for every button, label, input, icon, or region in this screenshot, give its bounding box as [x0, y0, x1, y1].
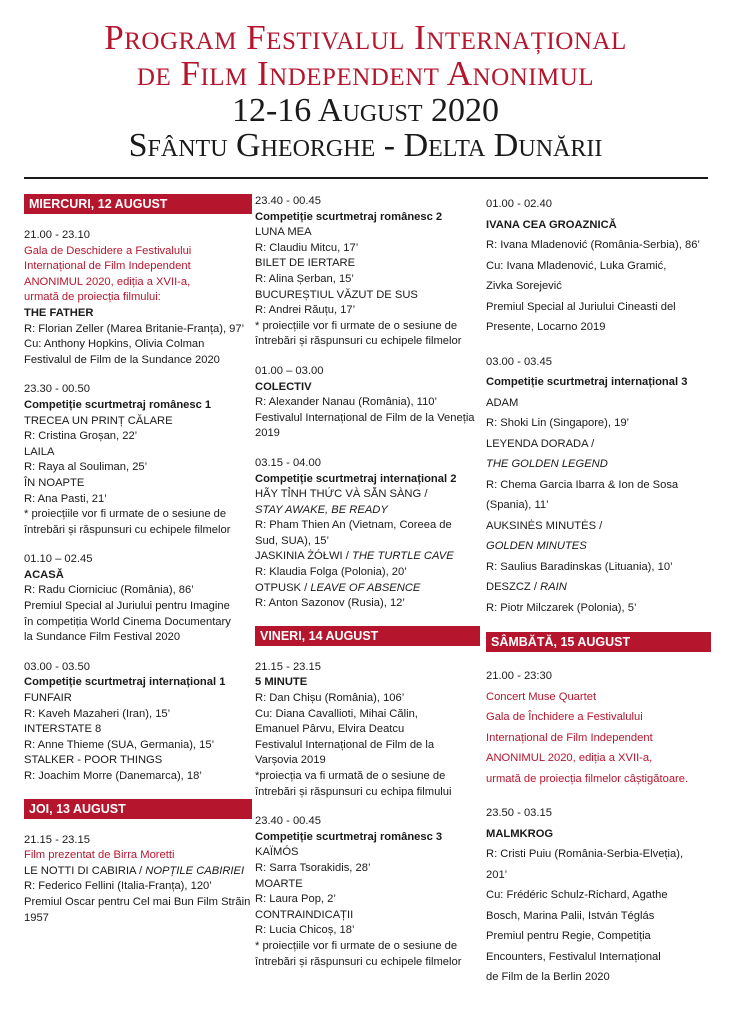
- event-text: Premiul pentru Regie, Competiția: [486, 930, 651, 942]
- event-text: R: Alexander Nanau (România), 110’: [255, 396, 437, 409]
- event-text: R: Pham Thien An (Vietnam, Coreea de: [255, 519, 452, 532]
- event-line: [24, 523, 252, 539]
- event-text: * proiecțiile vor fi urmate de o sesiune de: [255, 319, 458, 332]
- event-line: [255, 426, 480, 442]
- event-text: R: Radu Ciorniciuc (România), 86’: [24, 584, 194, 597]
- screening-event: [486, 194, 711, 338]
- event-line: [486, 413, 711, 434]
- event-line: [255, 707, 480, 723]
- screening-event: [255, 194, 480, 350]
- event-text: ÎN NOAPTE: [24, 476, 85, 489]
- event-line: [24, 507, 252, 523]
- event-text: LUNA MEA: [255, 226, 312, 239]
- event-text: AUKSINĖS MINUTĖS /: [486, 519, 603, 532]
- event-time: 21.00 - 23.10: [24, 229, 90, 241]
- event-line: [255, 518, 480, 534]
- event-line: [486, 707, 711, 728]
- event-line: [255, 581, 480, 597]
- day-header: VINERI, 14 AUGUST: [255, 626, 480, 646]
- event-text: R: Florian Zeller (Marea Britanie-Franța), 97’: [24, 322, 245, 335]
- event-text: INTERSTATE 8: [24, 723, 102, 736]
- event-text: R: Klaudia Folga (Polonia), 20’: [255, 566, 407, 579]
- event-line: [24, 322, 252, 338]
- event-line: [255, 472, 480, 488]
- event-text: Competiție scurtmetraj românesc 3: [255, 830, 443, 843]
- event-line: [255, 319, 480, 335]
- event-text: Festivalul Internațional de Film de la Veneția: [255, 411, 475, 424]
- screening-event: [24, 660, 252, 785]
- event-line: [486, 536, 711, 557]
- event-line: [24, 259, 252, 275]
- event-text: Premiul Special al Juriului pentru Imagine: [24, 600, 230, 613]
- event-line: [486, 885, 711, 906]
- event-text: R: Claudiu Mitcu, 17’: [255, 241, 359, 254]
- event-text: Internațional de Film Independent: [24, 260, 191, 273]
- event-time: 03.15 - 04.00: [255, 456, 321, 469]
- event-line: [24, 429, 252, 445]
- screening-event: [24, 228, 252, 368]
- event-line: [255, 722, 480, 738]
- event-line: [486, 947, 711, 968]
- event-text: urmată de proiecția filmului:: [24, 291, 161, 304]
- schedule-column-1: [24, 194, 252, 940]
- festival-name: de Film Independent Anonimul: [136, 54, 595, 93]
- event-line: [486, 495, 711, 516]
- event-text: R: Ana Pasti, 21’: [24, 492, 107, 505]
- event-text: R: Andrei Răuțu, 17’: [255, 304, 356, 317]
- event-line: [486, 844, 711, 865]
- event-line: [24, 290, 252, 306]
- event-line: [24, 675, 252, 691]
- event-text: R: Shoki Lin (Singapore), 19’: [486, 417, 630, 429]
- event-text: ANONIMUL 2020, ediția a XVII-a,: [24, 275, 191, 288]
- event-line: [486, 769, 711, 790]
- event-line: [255, 503, 480, 519]
- event-text: 1957: [24, 911, 49, 924]
- event-line: [24, 630, 252, 646]
- event-time: 03.00 - 03.45: [486, 355, 552, 368]
- event-text: Cu: Frédéric Schulz-Richard, Agathe: [486, 889, 668, 901]
- event-line: [255, 288, 480, 304]
- event-line: [486, 393, 711, 414]
- event-line: [24, 476, 252, 492]
- event-text: Festivalul de Film de la Sundance 2020: [24, 353, 220, 366]
- event-line: [486, 317, 711, 338]
- event-text: Encounters, Festivalul Internațional: [486, 950, 661, 963]
- event-time: 21.00 - 23:30: [486, 670, 552, 682]
- event-text: R: Lucia Chicoș, 18’: [255, 924, 355, 937]
- event-line: [24, 583, 252, 599]
- event-time: 21.15 - 23.15: [24, 833, 90, 846]
- event-text: TRECEA UN PRINȚ CĂLARE: [24, 414, 173, 427]
- event-line: [255, 395, 480, 411]
- event-line: [24, 445, 252, 461]
- event-line: [486, 865, 711, 886]
- event-line: [255, 256, 480, 272]
- event-text: R: Laura Pop, 2’: [255, 893, 336, 906]
- event-text: * proiecțiile vor fi urmate de o sesiune de: [24, 508, 227, 521]
- event-text: BILET DE IERTARE: [255, 257, 356, 270]
- event-line: [255, 210, 480, 226]
- event-text: R: Ivana Mladenović (România-Serbia), 86’: [486, 239, 700, 251]
- event-text: GOLDEN MINUTES: [486, 540, 587, 552]
- event-line: [24, 460, 252, 476]
- event-text: Premiul Special al Juriului Cineasti del: [486, 300, 676, 313]
- event-line: [24, 691, 252, 707]
- event-text: Internațional de Film Independent: [486, 731, 653, 744]
- event-text: CONTRAINDICAȚII: [255, 908, 354, 921]
- event-line: [255, 939, 480, 955]
- event-text: STALKER - POOR THINGS: [24, 754, 163, 767]
- screening-event: [255, 660, 480, 800]
- event-line: [24, 769, 252, 785]
- event-text: R: Joachim Morre (Danemarca), 18’: [24, 770, 202, 782]
- event-text: R: Saulius Baradinskas (Lituania), 10’: [486, 560, 673, 573]
- event-line: [255, 272, 480, 288]
- event-line: [486, 967, 711, 988]
- event-line: [255, 955, 480, 971]
- event-line: [24, 895, 252, 911]
- event-line: [255, 596, 480, 612]
- event-text: R: Anton Sazonov (Rusia), 12’: [255, 597, 405, 610]
- event-line: [24, 306, 252, 322]
- day-header: SÂMBĂTĂ, 15 AUGUST: [486, 632, 711, 652]
- event-line: [486, 906, 711, 927]
- festival-dates: 12-16 August 2020: [231, 92, 499, 129]
- event-line: [24, 275, 252, 291]
- event-line: [255, 241, 480, 257]
- event-text: MOARTE: [255, 877, 303, 890]
- event-line: [255, 411, 480, 427]
- event-text: întrebări și răspunsuri cu echipele filmelor: [255, 335, 462, 348]
- event-line: [24, 337, 252, 353]
- event-text: Premiul Oscar pentru Cel mai Bun Film Străin: [24, 895, 251, 908]
- event-text: DESZCZ /: [486, 581, 541, 593]
- event-line: [486, 454, 711, 475]
- screening-event: [486, 666, 711, 789]
- event-text: Bosch, Marina Palii, István Téglás: [486, 909, 655, 922]
- event-line: [255, 380, 480, 396]
- event-text: R: Chema Garcia Ibarra & Ion de Sosa: [486, 478, 679, 491]
- event-line: [486, 475, 711, 496]
- event-line: [486, 297, 711, 318]
- event-text: Competiție scurtmetraj internațional 3: [486, 376, 688, 388]
- screening-event: [24, 382, 252, 538]
- event-text: în competiția World Cinema Documentary: [24, 615, 231, 628]
- event-text: Festivalul Internațional de Film de la: [255, 738, 435, 751]
- event-text: KAÏMÓS: [255, 846, 299, 859]
- event-line: [255, 303, 480, 319]
- event-line: [24, 722, 252, 738]
- event-line: [24, 599, 252, 615]
- event-text: 5 MINUTE: [255, 676, 308, 689]
- event-text: Competiție scurtmetraj internațional 2: [255, 472, 457, 485]
- event-line: [24, 753, 252, 769]
- event-text: FUNFAIR: [24, 692, 72, 705]
- event-line: [24, 848, 252, 864]
- event-line: [486, 687, 711, 708]
- event-text: Gala de Deschidere a Festivalului: [24, 244, 192, 257]
- event-text-alt-title: NOPȚILE CABIRIEI: [145, 864, 245, 877]
- header-divider: [24, 177, 708, 179]
- event-text: 2019: [255, 427, 280, 440]
- event-line: [486, 256, 711, 277]
- event-text: LAILA: [24, 445, 55, 458]
- event-time: 23.40 - 00.45: [255, 195, 321, 207]
- event-text: STAY AWAKE, BE READY: [255, 503, 388, 516]
- event-text-alt-title: LEAVE OF ABSENCE: [310, 581, 421, 594]
- event-line: [24, 492, 252, 508]
- event-line: [255, 691, 480, 707]
- event-line: [486, 372, 711, 393]
- event-line: [486, 557, 711, 578]
- event-line: [255, 769, 480, 785]
- event-time: 01.00 – 03.00: [255, 364, 324, 377]
- event-line: [486, 728, 711, 749]
- event-text: Sud, SUA), 15’: [255, 534, 329, 547]
- event-time: 01.00 - 02.40: [486, 198, 552, 210]
- event-text: HÃY TỈNH THỨC VÀ SẴN SÀNG /: [255, 488, 428, 501]
- event-text: Competiție scurtmetraj românesc 2: [255, 210, 443, 223]
- event-line: [255, 830, 480, 846]
- event-line: [486, 235, 711, 256]
- event-text: Film prezentat de Birra Moretti: [24, 849, 175, 862]
- screening-event: [486, 352, 711, 619]
- event-text: Cu: Ivana Mladenović, Luka Gramić,: [486, 259, 667, 272]
- event-text: la Sundance Film Festival 2020: [24, 631, 181, 644]
- event-time: 23.50 - 03.15: [486, 807, 552, 819]
- event-text: de Film de la Berlin 2020: [486, 971, 610, 983]
- event-text: R: Cristina Groșan, 22’: [24, 430, 138, 443]
- event-text-alt-title: THE TURTLE CAVE: [351, 550, 454, 563]
- event-text: R: Federico Fellini (Italia-Franța), 120’: [24, 880, 212, 893]
- event-text: Competiție scurtmetraj românesc 1: [24, 398, 212, 411]
- event-time: 21.15 - 23.15: [255, 660, 321, 673]
- event-text: LE NOTTI DI CABIRIA /: [24, 864, 146, 877]
- screening-event: [486, 803, 711, 988]
- event-text: THE FATHER: [24, 306, 94, 319]
- event-line: [255, 877, 480, 893]
- event-line: [24, 353, 252, 369]
- event-text: R: Dan Chișu (România), 106’: [255, 692, 405, 705]
- event-text: Emanuel Pârvu, Elvira Deatcu: [255, 723, 405, 736]
- event-line: [486, 434, 711, 455]
- event-text: R: Alina Șerban, 15’: [255, 272, 354, 285]
- event-line: [255, 334, 480, 350]
- event-text: Competiție scurtmetraj internațional 1: [24, 676, 226, 689]
- event-text: Cu: Diana Cavallioti, Mihai Călin,: [255, 707, 418, 720]
- event-text: (Spania), 11’: [486, 499, 549, 511]
- event-line: [486, 748, 711, 769]
- event-line: [255, 753, 480, 769]
- event-text: THE GOLDEN LEGEND: [486, 458, 608, 470]
- event-line: [24, 879, 252, 895]
- event-text: R: Cristi Puiu (România-Serbia-Elveția),: [486, 848, 684, 860]
- event-line: [255, 861, 480, 877]
- event-text: întrebări și răspunsuri cu echipa filmului: [255, 785, 452, 798]
- event-line: [486, 577, 711, 598]
- event-text: Presente, Locarno 2019: [486, 321, 606, 333]
- event-line: [24, 911, 252, 927]
- event-line: [255, 675, 480, 691]
- event-line: [24, 738, 252, 754]
- event-text: Zivka Sorejević: [486, 280, 562, 292]
- event-line: [255, 892, 480, 908]
- event-text: întrebări și răspunsuri cu echipele filmelor: [24, 523, 231, 536]
- screening-event: [24, 552, 252, 646]
- screening-event: [24, 833, 252, 927]
- event-time: 23.30 - 00.50: [24, 383, 90, 396]
- event-text: urmată de proiecția filmelor câștigătoare.: [486, 772, 689, 785]
- event-time: 23.40 - 00.45: [255, 815, 321, 828]
- event-line: [486, 824, 711, 845]
- event-text: R: Sarra Tsorakidis, 28’: [255, 861, 371, 874]
- screening-event: [255, 364, 480, 442]
- event-line: [486, 215, 711, 236]
- event-text: * proiecțiile vor fi urmate de o sesiune de: [255, 939, 458, 952]
- event-line: [486, 516, 711, 537]
- event-text: MALMKROG: [486, 827, 554, 840]
- event-line: [255, 785, 480, 801]
- event-text: R: Piotr Milczarek (Polonia), 5’: [486, 601, 637, 614]
- event-text: R: Raya al Souliman, 25’: [24, 461, 148, 474]
- event-line: [24, 568, 252, 584]
- event-time: 01.10 – 02.45: [24, 553, 93, 566]
- event-text: Gala de Închidere a Festivalului: [486, 711, 643, 723]
- event-text: COLECTIV: [255, 380, 312, 393]
- event-text: întrebări și răspunsuri cu echipele filmelor: [255, 955, 462, 968]
- event-line: [24, 398, 252, 414]
- event-text: ACASĂ: [24, 568, 64, 581]
- event-text: LEYENDA DORADA /: [486, 437, 595, 450]
- schedule-column-3: [486, 194, 711, 1002]
- day-header: JOI, 13 AUGUST: [24, 799, 252, 819]
- event-line: [24, 615, 252, 631]
- screening-event: [255, 456, 480, 612]
- event-text: BUCUREȘTIUL VĂZUT DE SUS: [255, 288, 418, 301]
- event-text: *proiecția va fi urmată de o sesiune de: [255, 770, 446, 782]
- event-time: 03.00 - 03.50: [24, 660, 90, 673]
- event-line: [255, 487, 480, 503]
- event-text: ADAM: [486, 396, 519, 409]
- event-line: [486, 598, 711, 619]
- event-line: [486, 276, 711, 297]
- schedule-column-2: [255, 194, 480, 984]
- event-text: IVANA CEA GROAZNICĂ: [486, 218, 617, 231]
- event-line: [255, 738, 480, 754]
- day-header: MIERCURI, 12 AUGUST: [24, 194, 252, 214]
- event-text: Concert Muse Quartet: [486, 690, 597, 703]
- event-line: [255, 225, 480, 241]
- event-line: [24, 864, 252, 880]
- festival-location: Sfântu Gheorghe - Delta Dunării: [128, 127, 603, 164]
- event-text: JASKINIA ŻÓŁWI /: [255, 550, 352, 563]
- event-line: [255, 908, 480, 924]
- event-text: Varșovia 2019: [255, 754, 326, 767]
- event-text-alt-title: RAIN: [540, 581, 567, 593]
- event-text: 201’: [486, 868, 508, 881]
- program-title: Program Festivalul Internațional: [104, 18, 627, 57]
- event-line: [255, 565, 480, 581]
- event-line: [255, 549, 480, 565]
- event-text: R: Anne Thieme (SUA, Germania), 15’: [24, 738, 215, 751]
- event-line: [255, 923, 480, 939]
- screening-event: [255, 814, 480, 970]
- event-line: [24, 707, 252, 723]
- event-line: [486, 926, 711, 947]
- event-text: OTPUSK /: [255, 581, 311, 594]
- event-line: [24, 414, 252, 430]
- event-text: ANONIMUL 2020, ediția a XVII-a,: [486, 752, 653, 764]
- event-text: R: Kaveh Mazaheri (Iran), 15’: [24, 707, 171, 720]
- event-text: Cu: Anthony Hopkins, Olivia Colman: [24, 338, 205, 351]
- event-line: [24, 244, 252, 260]
- event-line: [255, 845, 480, 861]
- event-line: [255, 534, 480, 550]
